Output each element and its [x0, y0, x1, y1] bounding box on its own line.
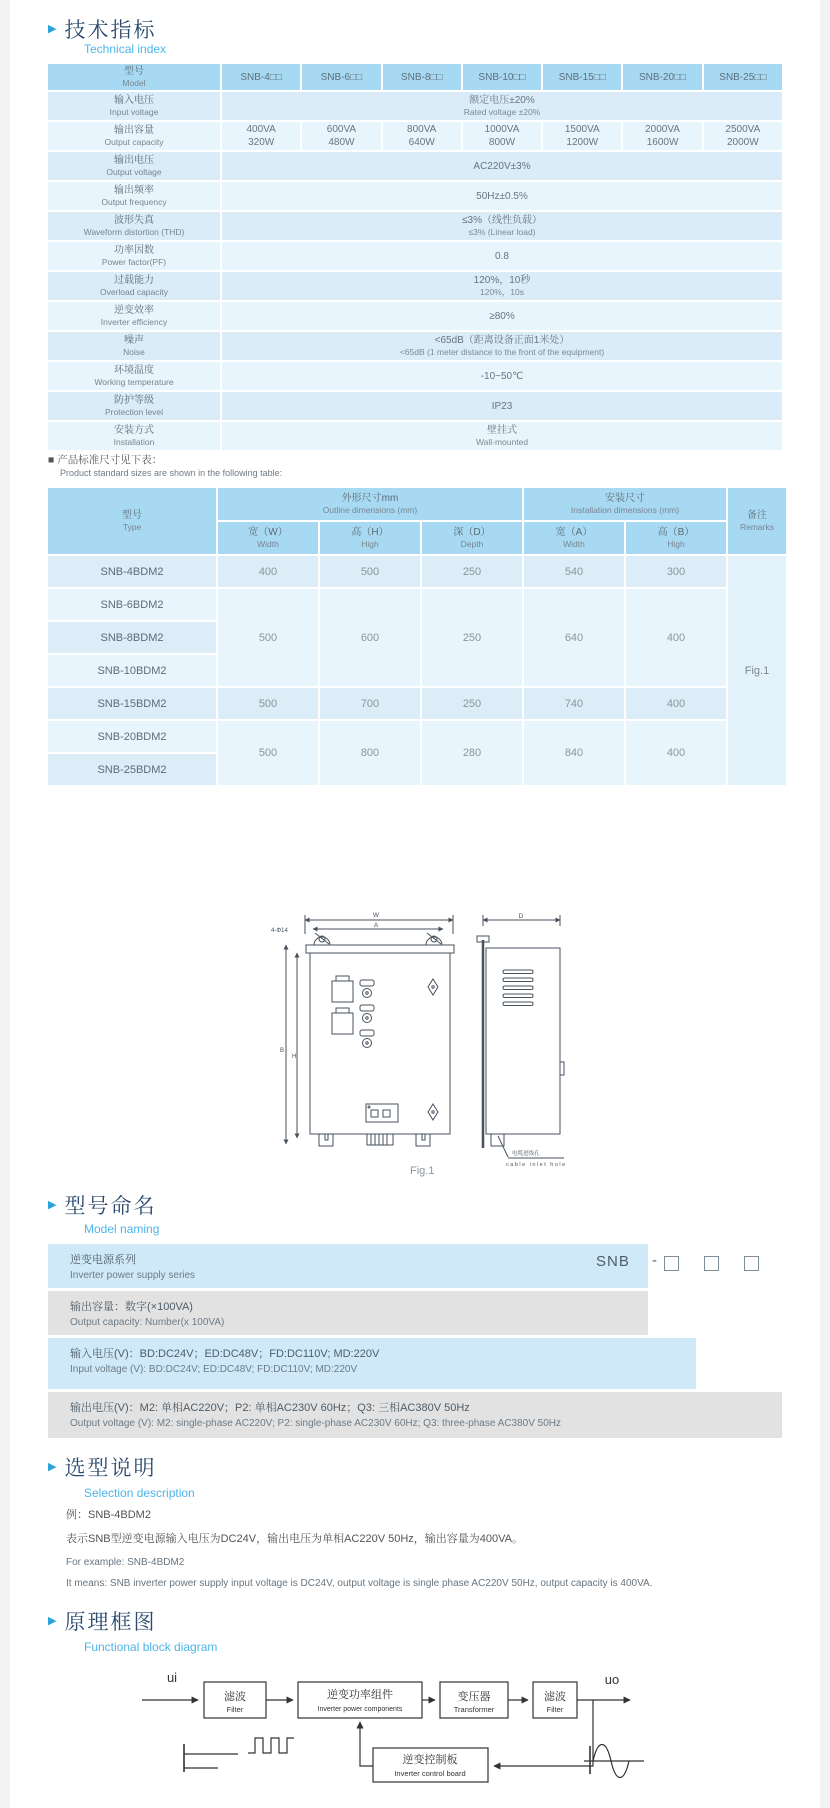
spec-value-cn: 0.8 [495, 250, 509, 262]
spec-value-cn: IP23 [491, 400, 513, 412]
size-remarks-header [728, 488, 786, 554]
naming-row-cn: 输出容量：数字(×100VA) [70, 1301, 193, 1313]
capacity-va: 2000VA [645, 124, 680, 135]
size-type-value: SNB-6BDM2 [48, 589, 216, 620]
spec-table [46, 62, 784, 452]
spec-capacity-cell [704, 122, 782, 150]
spec-value-cn: ≥80% [489, 310, 515, 322]
spec-row-label-en: Waveform distortion (THD) [83, 227, 185, 238]
spec-model-head: SNB-10□□ [463, 64, 541, 90]
spec-value-cell [222, 92, 782, 120]
spec-capacity-cell [543, 122, 621, 150]
spec-value-cell [222, 422, 782, 450]
spec-row-label-en: Protection level [104, 407, 164, 418]
model-code-dash: - [652, 1252, 657, 1269]
capacity-w: 480W [328, 137, 355, 148]
size-dim-value: 300 [626, 556, 726, 587]
spec-value-cell [222, 272, 782, 300]
size-dim-value: 500 [218, 688, 318, 719]
size-type-en: Type [122, 522, 142, 533]
section-technical-title: 技术指标 [64, 19, 157, 42]
spec-model-head: SNB-8□□ [383, 64, 461, 90]
spec-capacity-cell [222, 122, 300, 150]
block-power-en: Inverter power components [317, 1706, 403, 1713]
size-tbody [48, 556, 786, 785]
selection-example-cn: 例：SNB-4BDM2 [66, 1509, 151, 1521]
spec-row-label [48, 92, 220, 120]
spec-value-cn: 额定电压±20% [469, 95, 535, 107]
spec-row-label-en: Overload capacity [99, 287, 169, 298]
dim-label-a: A [373, 922, 379, 929]
block-transformer-en: Transformer [453, 1705, 495, 1714]
capacity-w: 640W [408, 137, 435, 148]
section-diagram-header [48, 1606, 156, 1636]
block-power-cn: 逆变功率组件 [327, 1689, 393, 1701]
size-dim-value: 250 [422, 589, 522, 686]
size-dim-value: 280 [422, 721, 522, 785]
block-filter1-cn: 滤波 [224, 1691, 246, 1703]
size-install-group [524, 488, 726, 520]
size-col-cn: 宽（W） [248, 526, 288, 538]
capacity-va: 600VA [326, 124, 357, 135]
spec-row-label [48, 242, 220, 270]
capacity-w: 2000W [727, 137, 759, 148]
spec-row-label-en: Power factor(PF) [101, 257, 167, 268]
spec-row-label-en: Inverter efficiency [100, 317, 168, 328]
spec-model-label-en: Model [122, 78, 146, 89]
size-outline-group [218, 488, 522, 520]
size-type-cn: 型号 [122, 509, 142, 521]
spec-row-label-cn: 波形失真 [114, 214, 154, 226]
size-dim-value: 840 [524, 721, 624, 785]
size-dim-value: 400 [626, 721, 726, 785]
model-code-prefix: SNB [596, 1253, 630, 1270]
dimension-figure [270, 912, 590, 1187]
section-diagram-title: 原理框图 [64, 1611, 157, 1634]
size-col-en: Width [563, 539, 585, 550]
size-col-header [422, 522, 522, 554]
selection-meaning-en: It means: SNB inverter power supply input voltage is DC24V, output voltage is single phase AC220V 50Hz, output capacity is 400VA. [66, 1578, 653, 1589]
spec-row-label-cn: 输出容量 [114, 124, 154, 136]
capacity-w: 800W [488, 137, 516, 148]
spec-row [48, 182, 782, 210]
size-type-value: SNB-20BDM2 [48, 721, 216, 752]
block-diagram [138, 1660, 658, 1808]
size-note-cn: ■ 产品标准尺寸见下表： [48, 454, 163, 466]
dim-label-d: D [518, 913, 524, 920]
size-type-value: SNB-4BDM2 [48, 556, 216, 587]
model-code-box [664, 1256, 679, 1271]
spec-row [48, 332, 782, 360]
spec-row-label [48, 122, 220, 150]
spec-row-label-en: Noise [123, 347, 145, 358]
size-remark-value: Fig.1 [728, 556, 786, 785]
spec-row-label [48, 302, 220, 330]
spec-row-label-en: Output capacity [104, 137, 164, 148]
size-dim-value: 540 [524, 556, 624, 587]
spec-value-cn: <65dB（距离设备正面1米处） [434, 335, 570, 347]
size-dim-value: 500 [218, 721, 318, 785]
size-dim-value: 600 [320, 589, 420, 686]
size-dim-value: 500 [320, 556, 420, 587]
size-group-header-row [48, 488, 786, 520]
spec-value-cell [222, 392, 782, 420]
naming-row-en: Input voltage (V): BD:DC24V; ED:DC48V; FD:DC110V; MD:220V [70, 1364, 358, 1375]
section-selection-header [48, 1452, 156, 1482]
spec-value-en: Rated voltage ±20% [463, 107, 541, 118]
size-col-cn: 高（B） [657, 526, 695, 538]
spec-model-label-cell [48, 64, 220, 90]
block-filter2-cn: 滤波 [544, 1691, 566, 1703]
size-col-cn: 深（D） [453, 526, 491, 538]
size-thead [48, 488, 786, 554]
size-row [48, 556, 786, 587]
size-type-header [48, 488, 216, 554]
spec-row [48, 362, 782, 390]
spec-value-cn: -10~50℃ [480, 370, 524, 382]
spec-row [48, 152, 782, 180]
size-install-en: Installation dimensions (mm) [570, 505, 680, 516]
size-col-header [524, 522, 624, 554]
size-dim-value: 800 [320, 721, 420, 785]
naming-row-cn: 输出电压(V)：M2: 单相AC220V；P2: 单相AC230V 60Hz；Q3: 三相AC380V 50Hz [70, 1402, 470, 1414]
block-control-cn: 逆变控制板 [402, 1754, 458, 1766]
size-type-value: SNB-15BDM2 [48, 688, 216, 719]
block-filter1-en: Filter [226, 1705, 244, 1714]
section-naming-subtitle: Model naming [84, 1222, 160, 1236]
naming-row-en: Inverter power supply series [70, 1270, 196, 1281]
spec-row-label-cn: 逆变效率 [114, 304, 154, 316]
spec-value-cell [222, 332, 782, 360]
size-dim-value: 400 [626, 589, 726, 686]
capacity-va: 2500VA [725, 124, 761, 135]
spec-value-cell [222, 152, 782, 180]
size-col-header [218, 522, 318, 554]
block-control-en: Inverter control board [394, 1769, 466, 1778]
spec-capacity-cell [383, 122, 461, 150]
spec-capacity-cell [463, 122, 541, 150]
naming-row-en: Output voltage (V): M2: single-phase AC220V; P2: single-phase AC230V 60Hz; Q3: three-phase AC380V 50Hz [70, 1418, 562, 1429]
spec-row [48, 302, 782, 330]
naming-row-cn: 输入电压(V)：BD:DC24V；ED:DC48V；FD:DC110V; MD:220V [70, 1348, 380, 1360]
page-edge-left [0, 0, 10, 1808]
section-arrow-icon: ▶ [48, 1198, 57, 1211]
model-code-box [704, 1256, 719, 1271]
block-filter2-en: Filter [546, 1705, 564, 1714]
naming-row-cn: 逆变电源系列 [70, 1254, 136, 1266]
spec-tbody [48, 92, 782, 450]
capacity-va: 1000VA [484, 124, 520, 135]
section-naming-title: 型号命名 [64, 1195, 157, 1218]
size-col-en: Width [257, 539, 279, 550]
spec-row [48, 422, 782, 450]
spec-row-label [48, 422, 220, 450]
spec-model-head: SNB-4□□ [222, 64, 300, 90]
size-col-en: High [667, 539, 685, 550]
spec-row-label [48, 212, 220, 240]
size-type-value: SNB-25BDM2 [48, 754, 216, 785]
spec-row [48, 92, 782, 120]
spec-row [48, 212, 782, 240]
spec-row-label-en: Working temperature [94, 377, 174, 388]
spec-row-label-en: Output frequency [101, 197, 167, 208]
spec-row-label [48, 392, 220, 420]
section-selection-title: 选型说明 [64, 1457, 157, 1480]
size-dim-value: 500 [218, 589, 318, 686]
naming-row [48, 1392, 782, 1438]
diagram-input-label: ui [166, 1670, 178, 1685]
capacity-w: 320W [248, 137, 275, 148]
size-type-value: SNB-8BDM2 [48, 622, 216, 653]
spec-row-label [48, 362, 220, 390]
spec-value-cn: 壁挂式 [487, 425, 517, 437]
section-selection-subtitle: Selection description [84, 1486, 195, 1500]
size-col-en: Depth [460, 539, 484, 550]
spec-value-en: Wall-mounted [475, 437, 529, 448]
spec-model-head: SNB-6□□ [302, 64, 380, 90]
capacity-w: 1600W [646, 137, 679, 148]
naming-row [48, 1291, 648, 1335]
cable-hole-label-en: cable inlet hole [506, 1162, 567, 1168]
capacity-w: 1200W [566, 137, 599, 148]
spec-row [48, 122, 782, 150]
section-arrow-icon: ▶ [48, 1614, 57, 1627]
spec-row-label-cn: 噪声 [124, 334, 144, 346]
spec-row-label-en: Input voltage [109, 107, 159, 118]
dimension-figure-svg [270, 912, 590, 1182]
spec-row-label-en: Output voltage [106, 167, 162, 178]
dim-label-b: B [280, 1048, 285, 1054]
spec-row-label-en: Installation [113, 437, 155, 448]
size-row [48, 589, 786, 620]
spec-row-label [48, 272, 220, 300]
dim-label-holes: 4-Φ14 [271, 928, 288, 934]
spec-model-head: SNB-20□□ [623, 64, 701, 90]
size-col-header [320, 522, 420, 554]
size-type-value: SNB-10BDM2 [48, 655, 216, 686]
section-arrow-icon: ▶ [48, 1460, 57, 1473]
spec-row-label-cn: 防护等级 [114, 394, 154, 406]
section-technical-subtitle: Technical index [84, 42, 167, 56]
block-diagram-svg [138, 1660, 658, 1808]
spec-row-label-cn: 过载能力 [114, 274, 154, 286]
spec-value-en: 120%，10s [480, 287, 524, 298]
spec-model-label-cn: 型号 [124, 65, 144, 77]
naming-row-en: Output capacity: Number(x 100VA) [70, 1317, 225, 1328]
spec-row-label-cn: 输入电压 [114, 94, 154, 106]
section-naming-header [48, 1190, 156, 1220]
capacity-va: 400VA [246, 124, 276, 135]
size-install-cn: 安装尺寸 [605, 492, 645, 504]
spec-row-label [48, 182, 220, 210]
spec-value-cell [222, 362, 782, 390]
capacity-va: 1500VA [564, 124, 600, 135]
size-remarks-cn: 备注 [747, 509, 767, 521]
spec-model-head: SNB-15□□ [543, 64, 621, 90]
spec-model-head: SNB-25□□ [704, 64, 782, 90]
spec-row-label [48, 332, 220, 360]
size-outline-cn: 外形尺寸mm [341, 492, 399, 504]
spec-row-label-cn: 安装方式 [114, 424, 154, 436]
spec-value-en: ≤3% (Linear load) [468, 227, 536, 238]
size-col-header [626, 522, 726, 554]
spec-value-en: <65dB (1 meter distance to the front of the equipment) [399, 347, 605, 358]
section-diagram-subtitle: Functional block diagram [84, 1640, 218, 1654]
selection-example-en: For example: SNB-4BDM2 [66, 1557, 185, 1568]
spec-row-label-cn: 环境温度 [114, 364, 154, 376]
dim-label-h: H [292, 1054, 297, 1060]
size-col-en: High [361, 539, 379, 550]
size-row [48, 688, 786, 719]
spec-row-label-cn: 输出频率 [114, 184, 154, 196]
spec-value-cell [222, 302, 782, 330]
spec-value-cell [222, 212, 782, 240]
size-dim-value: 400 [218, 556, 318, 587]
dim-label-w: W [372, 912, 380, 919]
capacity-va: 800VA [407, 124, 437, 135]
spec-capacity-cell [623, 122, 701, 150]
selection-meaning-cn: 表示SNB型逆变电源输入电压为DC24V，输出电压为单相AC220V 50Hz，输出容量为400VA。 [66, 1533, 523, 1545]
spec-row [48, 392, 782, 420]
naming-row [48, 1338, 696, 1389]
size-dim-value: 250 [422, 688, 522, 719]
spec-value-cn: 50Hz±0.5% [476, 190, 528, 202]
spec-header-row [48, 64, 782, 90]
section-arrow-icon: ▶ [48, 22, 57, 35]
figure-caption: Fig.1 [410, 1165, 435, 1177]
size-dim-value: 640 [524, 589, 624, 686]
size-remarks-en: Remarks [739, 522, 774, 533]
cable-hole-label-cn: 电缆进线孔 [512, 1151, 540, 1157]
spec-thead [48, 64, 782, 90]
spec-row-label [48, 152, 220, 180]
spec-value-cell [222, 242, 782, 270]
page-edge-right [820, 0, 830, 1808]
size-dim-value: 400 [626, 688, 726, 719]
size-outline-en: Outline dimensions (mm) [322, 505, 418, 516]
spec-row [48, 272, 782, 300]
spec-row-label-cn: 功率因数 [114, 244, 154, 256]
spec-row-label-cn: 输出电压 [114, 154, 154, 166]
size-col-cn: 宽（A） [555, 526, 593, 538]
size-dim-value: 250 [422, 556, 522, 587]
spec-value-cn: ≤3%（线性负载） [462, 215, 542, 227]
section-technical-header [48, 14, 156, 44]
diagram-output-label: uo [604, 1672, 620, 1687]
spec-capacity-cell [302, 122, 380, 150]
spec-value-cn: 120%，10秒 [473, 275, 531, 287]
block-transformer-cn: 变压器 [457, 1691, 491, 1703]
naming-row [48, 1244, 648, 1288]
model-code-box [744, 1256, 759, 1271]
size-dim-value: 700 [320, 688, 420, 719]
spec-row [48, 242, 782, 270]
spec-value-cn: AC220V±3% [473, 160, 531, 172]
size-col-cn: 高（H） [351, 526, 389, 538]
size-table [46, 486, 788, 787]
size-row [48, 721, 786, 752]
size-dim-value: 740 [524, 688, 624, 719]
spec-value-cell [222, 182, 782, 210]
size-note-en: Product standard sizes are shown in the following table: [60, 468, 283, 478]
